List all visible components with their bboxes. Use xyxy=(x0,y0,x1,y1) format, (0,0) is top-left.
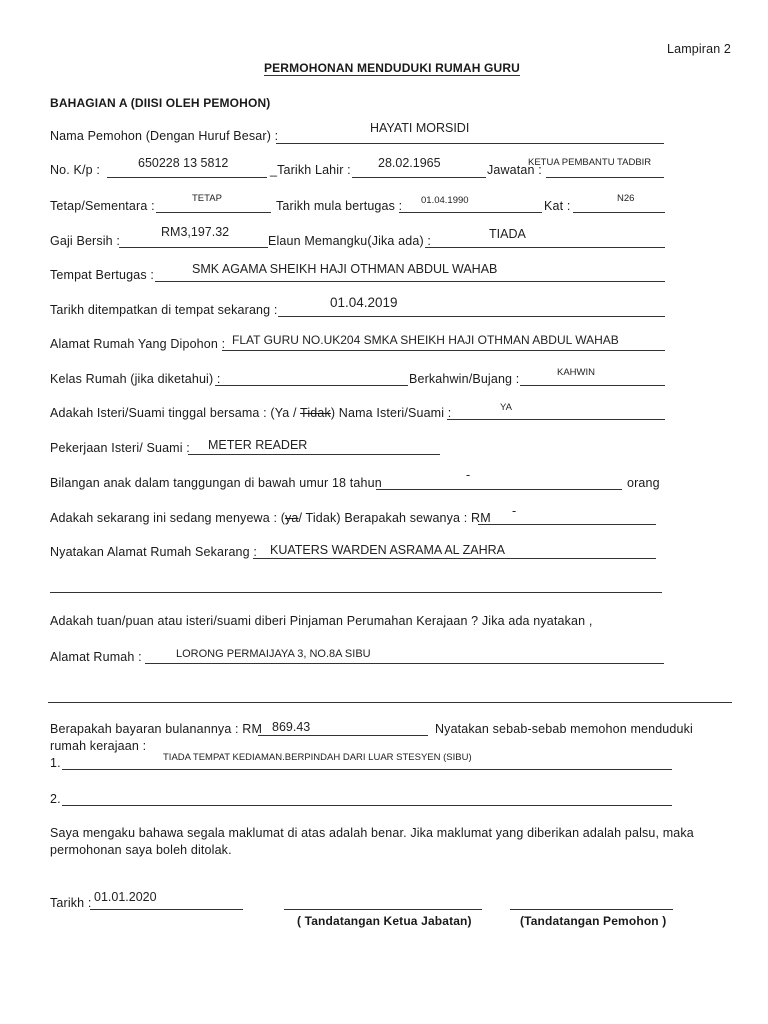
pinjaman-question: Adakah tuan/puan atau isteri/suami diberi Pinjaman Perumahan Kerajaan ? Jika ada nyatakan , xyxy=(50,614,593,628)
tetap-value[interactable]: TETAP xyxy=(192,193,222,204)
berkahwin-value[interactable]: KAHWIN xyxy=(557,367,595,378)
tarikh-lahir-value[interactable]: 28.02.1965 xyxy=(378,156,441,170)
bayaran-label: Berapakah bayaran bulanannya : RM xyxy=(50,722,263,736)
kat-line xyxy=(573,212,665,213)
sebab-label-2: rumah kerajaan : xyxy=(50,739,147,753)
alamat-sekarang-value[interactable]: KUATERS WARDEN ASRAMA AL ZAHRA xyxy=(270,543,506,557)
sewa-line xyxy=(478,524,656,525)
elaun-value[interactable]: TIADA xyxy=(489,227,526,241)
ditempatkan-value[interactable]: 01.04.2019 xyxy=(330,295,398,310)
kat-label: Kat : xyxy=(544,199,571,213)
ditempatkan-line xyxy=(278,316,665,317)
alamat-rumah-label: Alamat Rumah : xyxy=(50,650,142,664)
ditempatkan-label: Tarikh ditempatkan di tempat sekarang : xyxy=(50,303,278,317)
jawatan-label: Jawatan : xyxy=(487,163,542,177)
gaji-line xyxy=(119,247,268,248)
elaun-label: Elaun Memangku(Jika ada) : xyxy=(268,234,432,248)
tarikh-label: Tarikh : xyxy=(50,896,92,910)
page-title: PERMOHONAN MENDUDUKI RUMAH GURU xyxy=(264,61,520,75)
bayaran-value[interactable]: 869.43 xyxy=(272,720,311,734)
anak-value[interactable]: - xyxy=(466,468,471,482)
alamat-rumah-value[interactable]: LORONG PERMAIJAYA 3, NO.8A SIBU xyxy=(176,648,371,660)
sebab-1-value[interactable]: TIADA TEMPAT KEDIAMAN.BERPINDAH DARI LUAR STESYEN (SIBU) xyxy=(163,752,472,763)
tarikh-mula-label: Tarikh mula bertugas : xyxy=(276,199,403,213)
akuan-line-1: Saya mengaku bahawa segala maklumat di atas adalah benar. Jika maklumat yang diberikan adalah palsu, maka xyxy=(50,826,694,840)
sebab-2-line xyxy=(62,805,672,806)
alamat-sekarang-line xyxy=(253,558,656,559)
sewa-value[interactable]: - xyxy=(512,504,517,518)
jawatan-value[interactable]: KETUA PEMBANTU TADBIR xyxy=(528,157,652,168)
tarikh-line xyxy=(90,909,243,910)
tarikh-lahir-line xyxy=(352,177,486,178)
tarikh-lahir-label: _Tarikh Lahir : xyxy=(270,163,351,177)
gaji-label: Gaji Bersih : xyxy=(50,234,121,248)
sewa-label: Adakah sekarang ini sedang menyewa : (ya/ Tidak) Berapakah sewanya : RM xyxy=(50,511,491,525)
tarikh-value[interactable]: 01.01.2020 xyxy=(94,890,157,904)
elaun-line xyxy=(425,247,665,248)
alamat-sekarang-label: Nyatakan Alamat Rumah Sekarang : xyxy=(50,545,257,559)
nama-label: Nama Pemohon (Dengan Huruf Besar) : xyxy=(50,129,279,143)
anak-label: Bilangan anak dalam tanggungan di bawah umur 18 tahun xyxy=(50,476,382,490)
sebab-2-number: 2. xyxy=(50,792,61,806)
pekerjaan-value[interactable]: METER READER xyxy=(208,438,308,452)
kat-value[interactable]: N26 xyxy=(617,193,635,204)
nokp-line xyxy=(107,177,267,178)
isteri-line xyxy=(447,419,665,420)
alamat-dipohon-line xyxy=(222,350,665,351)
kelas-label: Kelas Rumah (jika diketahui) : xyxy=(50,372,221,386)
alamat-sekarang-line-2 xyxy=(50,592,662,593)
isteri-label: Adakah Isteri/Suami tinggal bersama : (Ya / Tidak) Nama Isteri/Suami : xyxy=(50,406,452,420)
isteri-value[interactable]: YA xyxy=(500,402,512,413)
berkahwin-label: Berkahwin/Bujang : xyxy=(409,372,520,386)
ketua-signature-line[interactable] xyxy=(284,909,482,910)
alamat-dipohon-value[interactable]: FLAT GURU NO.UK204 SMKA SHEIKH HAJI OTHMAN ABDUL WAHAB xyxy=(232,333,619,347)
pemohon-signature-line[interactable] xyxy=(510,909,673,910)
nokp-value[interactable]: 650228 13 5812 xyxy=(138,156,229,170)
alamat-dipohon-label: Alamat Rumah Yang Dipohon : xyxy=(50,337,226,351)
tetap-label: Tetap/Sementara : xyxy=(50,199,155,213)
pemohon-signature-caption: (Tandatangan Pemohon ) xyxy=(520,914,667,928)
anak-line xyxy=(376,489,622,490)
berkahwin-line xyxy=(520,385,665,386)
tarikh-mula-line xyxy=(399,212,542,213)
tarikh-mula-value[interactable]: 01.04.1990 xyxy=(421,195,469,206)
pekerjaan-line xyxy=(188,454,440,455)
lampiran-label: Lampiran 2 xyxy=(667,42,732,56)
tetap-line xyxy=(156,212,271,213)
tempat-value[interactable]: SMK AGAMA SHEIKH HAJI OTHMAN ABDUL WAHAB xyxy=(192,262,498,276)
gaji-value[interactable]: RM3,197.32 xyxy=(161,225,230,239)
nama-line xyxy=(276,143,664,144)
jawatan-line xyxy=(546,177,664,178)
tempat-label: Tempat Bertugas : xyxy=(50,268,154,282)
nokp-label: No. K/p : xyxy=(50,163,100,177)
akuan-line-2: permohonan saya boleh ditolak. xyxy=(50,843,232,857)
ketua-signature-caption: ( Tandatangan Ketua Jabatan) xyxy=(297,914,472,928)
sebab-1-line xyxy=(62,769,672,770)
section-a-heading: BAHAGIAN A (DIISI OLEH PEMOHON) xyxy=(50,96,271,110)
orang-label: orang xyxy=(627,476,660,490)
nama-value[interactable]: HAYATI MORSIDI xyxy=(370,121,470,135)
alamat-rumah-line xyxy=(145,663,664,664)
section-divider xyxy=(48,702,732,703)
sebab-label: Nyatakan sebab-sebab memohon menduduki xyxy=(435,722,693,736)
pekerjaan-label: Pekerjaan Isteri/ Suami : xyxy=(50,441,190,455)
tempat-line xyxy=(155,281,665,282)
bayaran-line xyxy=(258,735,428,736)
sebab-1-number: 1. xyxy=(50,756,61,770)
kelas-line xyxy=(215,385,408,386)
